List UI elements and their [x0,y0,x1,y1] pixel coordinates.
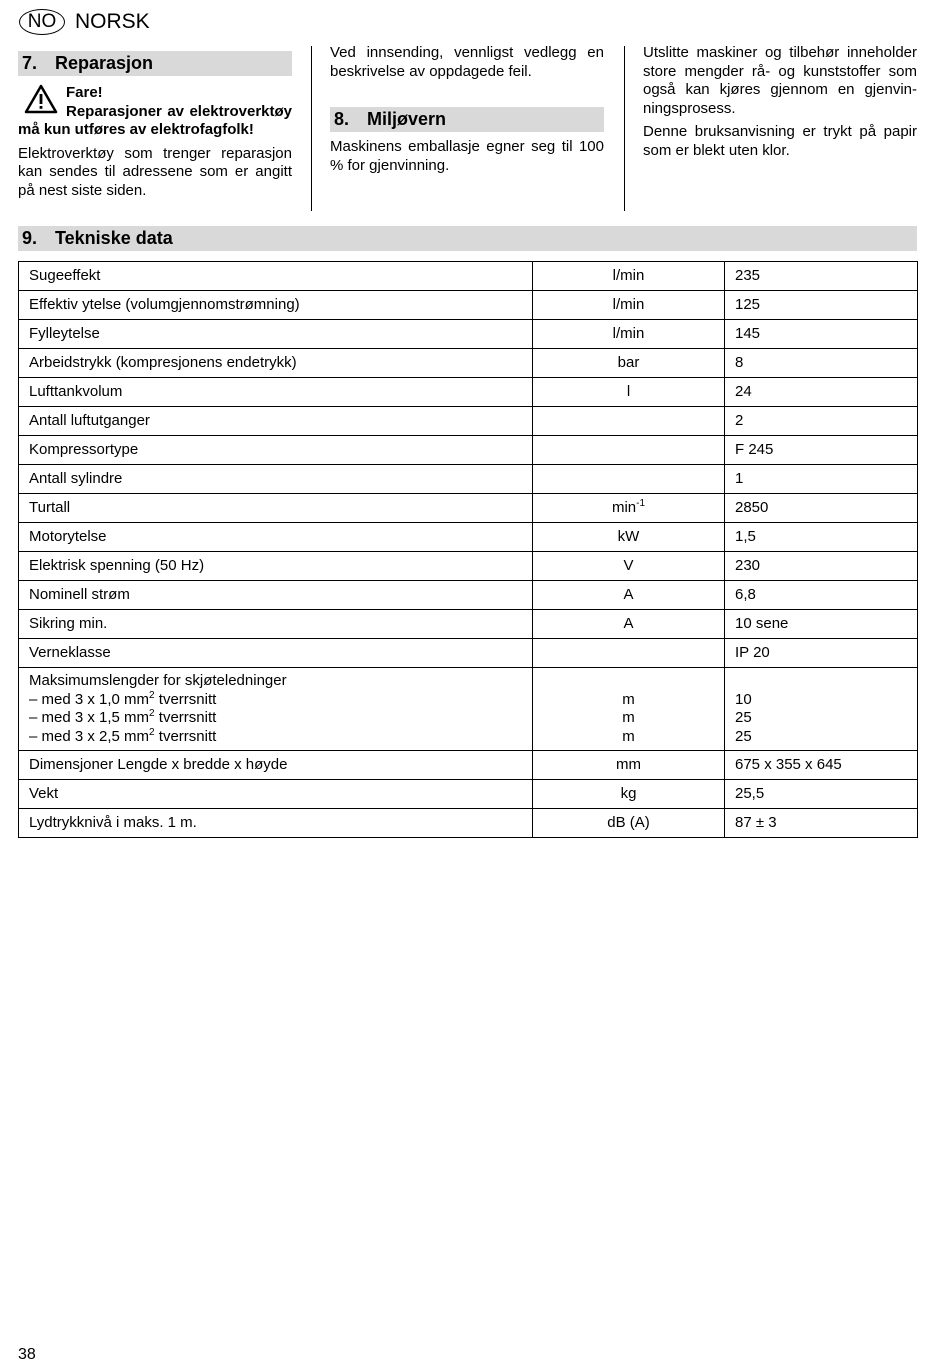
spec-label: Elektrisk spenning (50 Hz) [19,552,533,581]
spec-value: 2850 [725,494,918,523]
ext-line-unit: m [622,690,635,708]
spec-unit [533,436,725,465]
spec-label: Vekt [19,780,533,809]
spec-unit [533,349,725,378]
spec-unit-text: min [611,498,637,516]
spec-value [725,668,918,751]
spec-value: 2 [725,407,918,436]
spec-unit [533,523,725,552]
ext-line-value: 25 [735,709,752,726]
spec-unit [533,581,725,610]
ext-line-unit: m [622,727,635,745]
table-row [19,581,918,610]
spec-value: 6,8 [725,581,918,610]
table-row [19,523,918,552]
spec-unit-text: mm [616,755,641,773]
repair-paragraph: Elektroverktøy som trenger reparasjon kan sendes til adressene som er angitt på nest siste siden. [18,144,292,199]
spec-unit [533,291,725,320]
table-row [19,780,918,809]
spec-label: Turtall [19,494,533,523]
spec-unit [533,668,725,751]
spec-value: 87 ± 3 [725,809,918,838]
ext-line-value: 10 [735,690,752,708]
spec-label: Fylleytelse [19,320,533,349]
ext-line-pre: – med 3 x 1,5 mm [29,709,150,726]
spec-value: 145 [725,320,918,349]
spec-value: 10 sene [725,610,918,639]
spec-label: Nominell strøm [19,581,533,610]
spec-value: 8 [725,349,918,378]
danger-warning [18,84,292,140]
spec-label: Kompressortype [19,436,533,465]
section-7-heading [18,51,292,76]
spec-value: 1 [725,465,918,494]
spec-unit-text: l/min [612,266,645,284]
spec-value: F 245 [725,436,918,465]
spec-unit [533,320,725,349]
spec-label: Lufttankvolum [19,378,533,407]
table-row [19,494,918,523]
spec-unit-text: bar [617,353,640,371]
spacer [543,672,714,691]
spec-unit-text: l [626,382,631,400]
table-row-extension-cables [19,668,918,751]
spec-label: Sikring min. [19,610,533,639]
spec-value: 25,5 [725,780,918,809]
spec-value: 675 x 355 x 645 [725,751,918,780]
spec-unit [533,378,725,407]
spec-label: Sugeeffekt [19,262,533,291]
section-8-number: 8. [334,109,350,130]
column-environment [330,44,604,175]
spec-unit-text: kW [617,527,640,545]
spec-unit [533,465,725,494]
spec-unit [533,494,725,523]
page-number: 38 [18,1346,36,1363]
spec-unit-text: l/min [612,324,645,342]
section-7-title: Reparasjon [55,53,154,74]
spec-unit-text: A [623,614,634,632]
table-row [19,751,918,780]
spec-label [19,668,533,751]
spec-label: Motorytelse [19,523,533,552]
table-row [19,552,918,581]
spec-label: Dimensjoner Lengde x bredde x høyde [19,751,533,780]
spec-label: Arbeidstrykk (kompresjonens endetrykk) [19,349,533,378]
spec-value: 24 [725,378,918,407]
spec-value: 1,5 [725,523,918,552]
spec-label: Antall sylindre [19,465,533,494]
table-row [19,320,918,349]
packaging-paragraph: Maskinens emballasje egner seg til 100 % for gjenvinning. [330,138,604,174]
warning-text: Reparasjoner av elektroverktøy må kun utføres av elektrofagfolk! [18,102,292,138]
spacer [735,672,907,691]
ext-line-post: tverrsnitt [154,709,217,726]
section-8-title: Miljøvern [367,109,447,130]
table-row [19,436,918,465]
ext-line-post: tverrsnitt [154,690,217,708]
language-badge [19,9,65,35]
ext-line-pre: – med 3 x 2,5 mm [29,727,150,745]
spec-unit [533,809,725,838]
ext-line [29,691,522,710]
spec-value: 235 [725,262,918,291]
ext-heading: Maksimumslengder for skjøteledninger [29,672,287,689]
language-name: NORSK [75,10,150,33]
spec-label: Lydtrykknivå i maks. 1 m. [19,809,533,838]
spec-value: 125 [725,291,918,320]
ext-line-post: tverrsnitt [154,727,217,745]
column-recycling [643,44,917,160]
spec-unit-text: V [623,556,634,574]
table-row [19,262,918,291]
spec-unit [533,407,725,436]
spec-label: Effektiv ytelse (volumgjennomstrømning) [19,291,533,320]
spec-unit [533,262,725,291]
table-row [19,465,918,494]
spec-unit-text: l/min [612,295,645,313]
spec-unit-text: dB (A) [607,813,650,831]
spec-label: Antall luftutganger [19,407,533,436]
spec-unit-text: A [623,585,634,603]
table-row [19,407,918,436]
spec-value: 230 [725,552,918,581]
spec-unit [533,639,725,668]
spec-unit-text: kg [620,784,637,802]
section-9-number: 9. [22,228,38,249]
ext-line [29,728,522,747]
ext-line-pre: – med 3 x 1,0 mm [29,690,150,708]
column-repair [18,44,292,200]
spec-unit-superscript: -1 [636,497,646,509]
submission-paragraph: Ved innsending, vennligst vedlegg en beskrivelse av oppdagede feil. [330,44,604,80]
paper-paragraph: Denne bruksanvisning er trykt på papir som er blekt uten klor. [643,123,917,159]
table-row [19,639,918,668]
language-code: NO [27,10,57,32]
ext-line [29,709,522,728]
section-9-title: Tekniske data [55,228,173,249]
ext-line-unit: m [622,709,635,726]
ext-line-value: 25 [735,727,752,745]
table-row [19,378,918,407]
spec-unit [533,751,725,780]
spec-unit [533,780,725,809]
table-row [19,809,918,838]
section-7-number: 7. [22,53,38,74]
warning-triangle-icon [24,84,58,114]
column-divider [311,46,312,211]
table-row [19,291,918,320]
ext-line-sup: 2 [149,689,155,701]
recycling-paragraph: Utslitte maskiner og tilbehør inneholder store mengder rå- og kunststoffer som også kan kjøres gjennom en gjenvinningsprosess. [643,44,917,117]
table-row [19,349,918,378]
technical-data-table [18,261,918,838]
ext-line-sup: 2 [149,708,155,719]
warning-title: Fare! [66,84,103,101]
spec-value: IP 20 [725,639,918,668]
table-row [19,610,918,639]
ext-line-sup: 2 [149,726,155,738]
spec-label: Verneklasse [19,639,533,668]
column-divider [624,46,625,211]
spec-unit [533,552,725,581]
spec-unit [533,610,725,639]
section-8-heading [330,107,604,132]
section-9-heading [18,226,917,251]
